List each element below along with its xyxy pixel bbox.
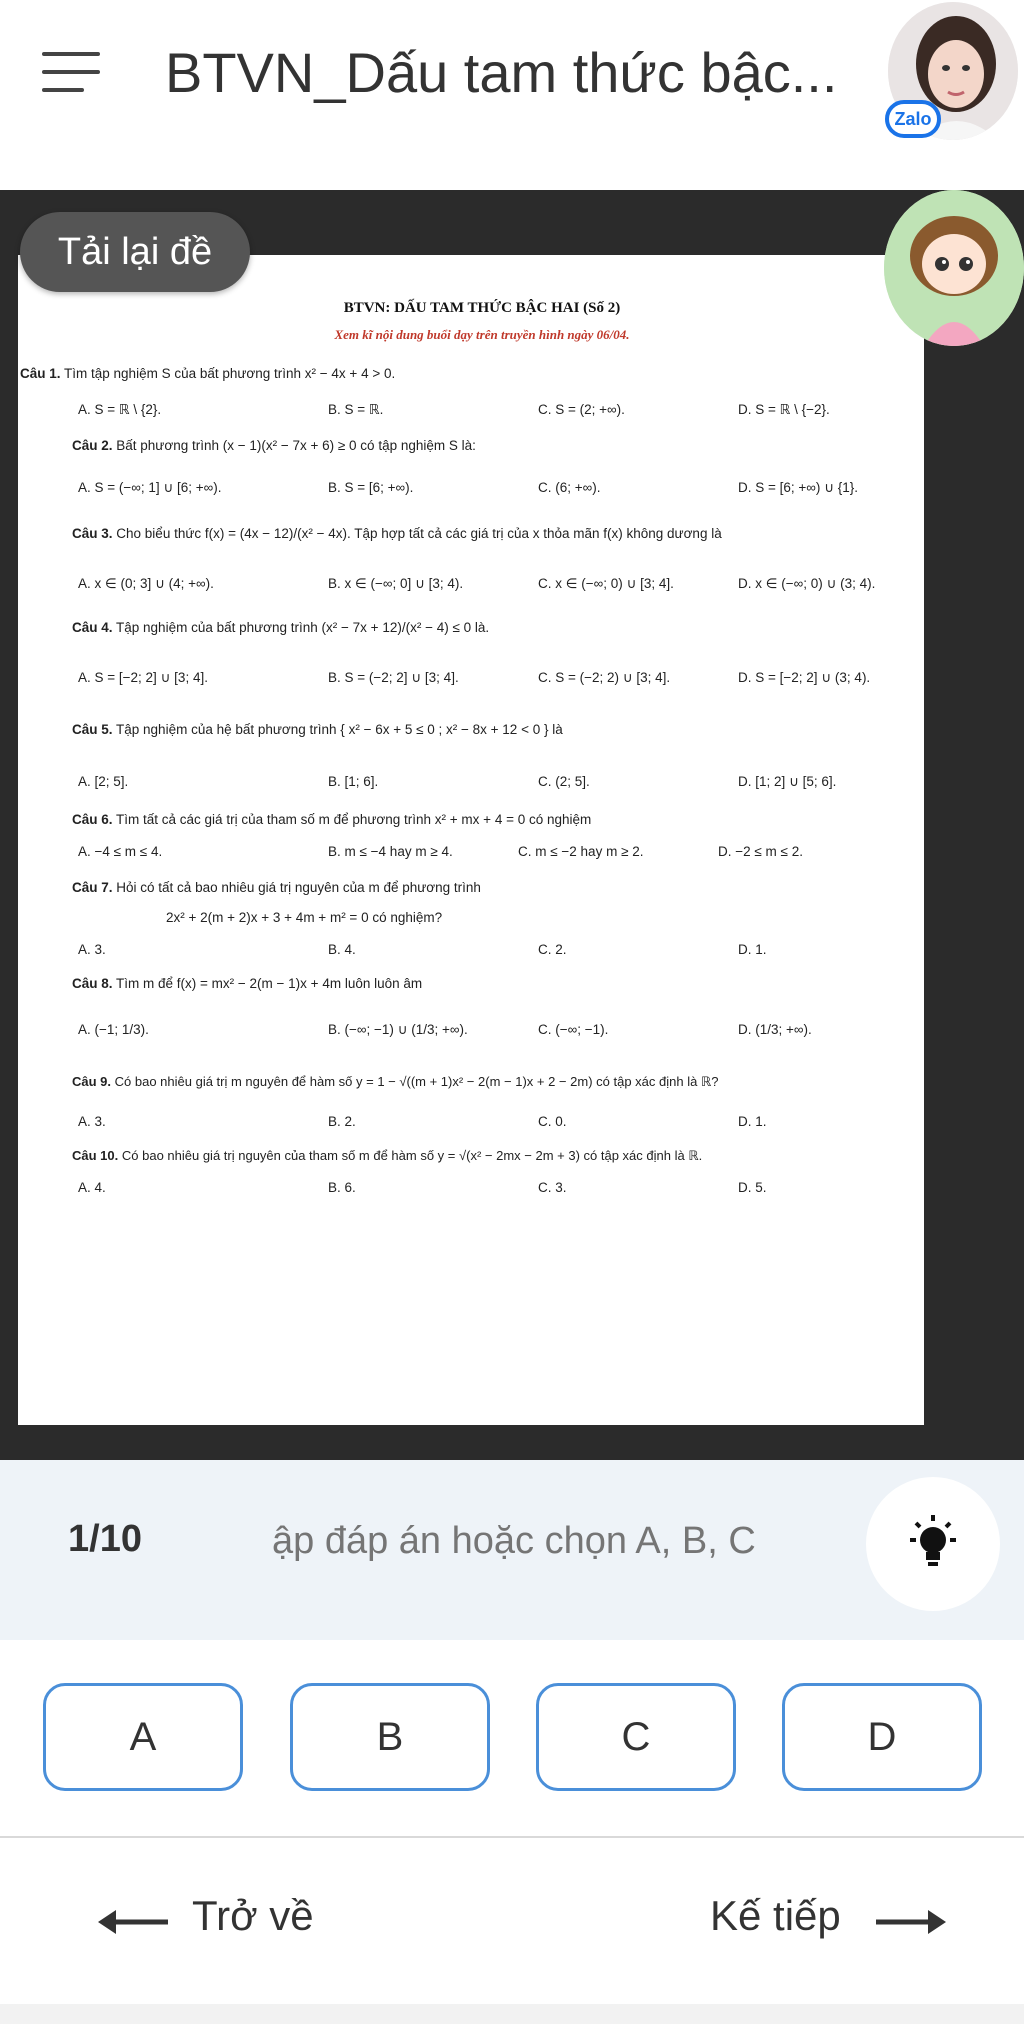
question-1: Câu 1. Tìm tập nghiệm S của bất phương trình x² − 4x + 4 > 0. xyxy=(20,366,396,381)
option-c: C. (2; 5]. xyxy=(538,774,590,789)
option-c: C. 3. xyxy=(538,1180,567,1195)
option-a: A. S = (−∞; 1] ∪ [6; +∞). xyxy=(78,480,222,495)
option-b: B. 4. xyxy=(328,942,356,957)
question-9: Câu 9. Có bao nhiêu giá trị m nguyên để hàm số y = 1 − √((m + 1)x² − 2(m − 1)x + 2 − 2m) có tập xác định là ℝ? xyxy=(72,1074,719,1089)
option-a: A. −4 ≤ m ≤ 4. xyxy=(78,844,163,859)
option-d: D. S = [6; +∞) ∪ {1}. xyxy=(738,480,859,495)
choice-c-button[interactable]: C xyxy=(536,1683,736,1791)
option-c: C. 0. xyxy=(538,1114,567,1129)
option-c: C. (−∞; −1). xyxy=(538,1022,609,1037)
option-b: B. (−∞; −1) ∪ (1/3; +∞). xyxy=(328,1022,468,1037)
option-c: C. m ≤ −2 hay m ≥ 2. xyxy=(518,844,644,859)
option-b: B. x ∈ (−∞; 0] ∪ [3; 4). xyxy=(328,576,464,591)
question-6: Câu 6. Tìm tất cả các giá trị của tham số m để phương trình x² + mx + 4 = 0 có nghiệm xyxy=(72,812,592,827)
option-c: C. 2. xyxy=(538,942,567,957)
option-a: A. (−1; 1/3). xyxy=(78,1022,149,1037)
option-a: A. S = ℝ \ {2}. xyxy=(78,402,162,417)
document-title: BTVN: DẤU TAM THỨC BẬC HAI (Số 2) xyxy=(343,300,621,316)
arrow-left-icon xyxy=(98,1905,170,1939)
question-10: Câu 10. Có bao nhiêu giá trị nguyên của tham số m để hàm số y = √(x² − 2mx − 2m + 3) có tập xác định là ℝ. xyxy=(72,1148,703,1163)
option-d: D. 1. xyxy=(738,942,767,957)
option-b: B. 2. xyxy=(328,1114,356,1129)
question-7: Câu 7. Hỏi có tất cả bao nhiêu giá trị nguyên của m để phương trình xyxy=(72,880,481,895)
hint-button[interactable] xyxy=(866,1477,1000,1611)
option-d: D. [1; 2] ∪ [5; 6]. xyxy=(738,774,837,789)
option-a: A. 3. xyxy=(78,1114,106,1129)
question-3: Câu 3. Cho biểu thức f(x) = (4x − 12)/(x² − 4x). Tập hợp tất cả các giá trị của x thỏa mãn f(x) không dương là xyxy=(72,526,722,541)
next-label: Kế tiếp xyxy=(710,1892,841,1939)
reload-button[interactable]: Tải lại đề xyxy=(20,212,250,292)
question-4: Câu 4. Tập nghiệm của bất phương trình (x² − 7x + 12)/(x² − 4) ≤ 0 là. xyxy=(72,620,490,635)
option-b: B. m ≤ −4 hay m ≥ 4. xyxy=(328,844,453,859)
option-a: A. 3. xyxy=(78,942,106,957)
option-d: D. −2 ≤ m ≤ 2. xyxy=(718,844,803,859)
choice-d-button[interactable]: D xyxy=(782,1683,982,1791)
option-c: C. (6; +∞). xyxy=(538,480,601,495)
option-d: D. x ∈ (−∞; 0) ∪ (3; 4). xyxy=(738,576,876,591)
option-d: D. 1. xyxy=(738,1114,767,1129)
question-8: Câu 8. Tìm m để f(x) = mx² − 2(m − 1)x + 4m luôn luôn âm xyxy=(72,976,423,991)
page-title: BTVN_Dấu tam thức bậc... xyxy=(165,41,838,104)
divider xyxy=(0,1836,1024,1838)
question-5: Câu 5. Tập nghiệm của hệ bất phương trình { x² − 6x + 5 ≤ 0 ; x² − 8x + 12 < 0 } là xyxy=(72,722,563,737)
question-2: Câu 2. Bất phương trình (x − 1)(x² − 7x + 6) ≥ 0 có tập nghiệm S là: xyxy=(72,438,476,453)
option-a: A. x ∈ (0; 3] ∪ (4; +∞). xyxy=(78,576,214,591)
document-subtitle: Xem kĩ nội dung buổi dạy trên truyền hình ngày 06/04. xyxy=(334,327,630,342)
option-b: B. S = (−2; 2] ∪ [3; 4]. xyxy=(328,670,459,685)
option-d: D. 5. xyxy=(738,1180,767,1195)
option-d: D. S = ℝ \ {−2}. xyxy=(738,402,830,417)
back-label: Trở về xyxy=(192,1892,314,1939)
option-b: B. S = ℝ. xyxy=(328,402,384,417)
option-c: C. S = (−2; 2) ∪ [3; 4]. xyxy=(538,670,671,685)
zalo-badge: Zalo xyxy=(885,100,941,138)
option-c: C. S = (2; +∞). xyxy=(538,402,625,417)
arrow-right-icon xyxy=(874,1905,946,1939)
document-page xyxy=(18,255,924,1425)
choice-b-button[interactable]: B xyxy=(290,1683,490,1791)
answer-input[interactable] xyxy=(270,1500,834,1582)
option-b: B. S = [6; +∞). xyxy=(328,480,414,495)
choice-a-button[interactable]: A xyxy=(43,1683,243,1791)
question-counter: 1/10 xyxy=(68,1518,142,1560)
option-a: A. S = [−2; 2] ∪ [3; 4]. xyxy=(78,670,208,685)
mascot-avatar[interactable] xyxy=(884,190,1024,346)
option-b: B. 6. xyxy=(328,1180,356,1195)
option-d: D. S = [−2; 2] ∪ (3; 4). xyxy=(738,670,871,685)
option-c: C. x ∈ (−∞; 0) ∪ [3; 4]. xyxy=(538,576,674,591)
option-b: B. [1; 6]. xyxy=(328,774,379,789)
lightbulb-icon xyxy=(866,1477,1000,1611)
option-d: D. (1/3; +∞). xyxy=(738,1022,812,1037)
document-content xyxy=(52,300,912,343)
question-7-equation: 2x² + 2(m + 2)x + 3 + 4m + m² = 0 có nghiệm? xyxy=(166,910,443,925)
menu-icon[interactable] xyxy=(42,52,100,92)
option-a: A. [2; 5]. xyxy=(78,774,129,789)
option-a: A. 4. xyxy=(78,1180,106,1195)
app-header xyxy=(0,0,1024,190)
bottom-strip xyxy=(0,2004,1024,2024)
